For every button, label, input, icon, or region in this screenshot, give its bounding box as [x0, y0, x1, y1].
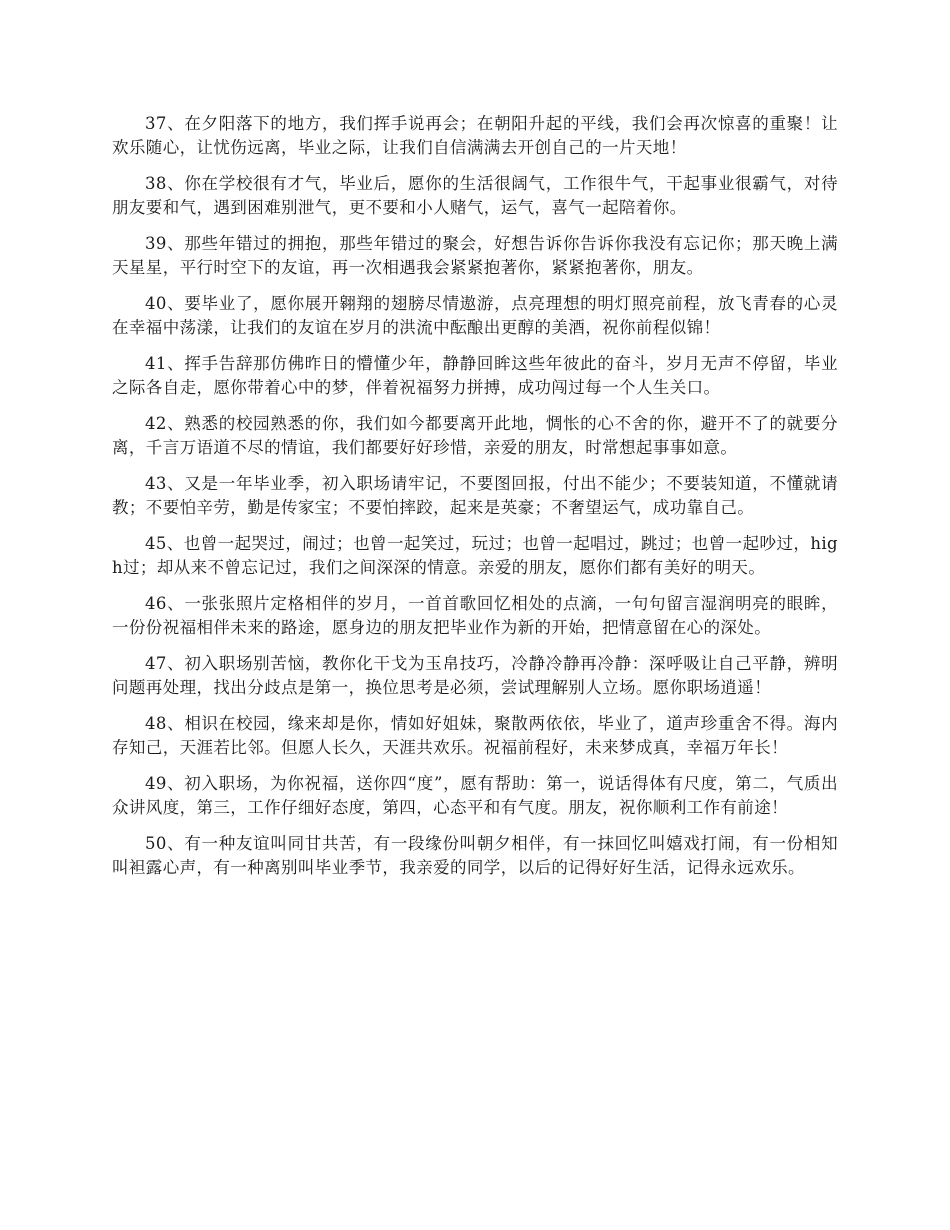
- document-body: [112, 112, 838, 892]
- paragraph-39: 39、那些年错过的拥抱，那些年错过的聚会，好想告诉你告诉你我没有忘记你；那天晚上满天星星，平行时空下的友谊，再一次相遇我会紧紧抱著你，紧紧抱著你，朋友。: [112, 234, 838, 277]
- paragraph-45: 45、也曾一起哭过，闹过；也曾一起笑过，玩过；也曾一起唱过，跳过；也曾一起吵过，high过；却从来不曾忘记过，我们之间深深的情意。亲爱的朋友，愿你们都有美好的明天。: [112, 534, 838, 577]
- paragraph-42: 42、熟悉的校园熟悉的你，我们如今都要离开此地，惆怅的心不舍的你，避开不了的就要分离，千言万语道不尽的情谊，我们都要好好珍惜，亲爱的朋友，时常想起事事如意。: [112, 414, 838, 457]
- paragraph-38: 38、你在学校很有才气，毕业后，愿你的生活很阔气，工作很牛气，干起事业很霸气，对待朋友要和气，遇到困难别泄气，更不要和小人赌气，运气，喜气一起陪着你。: [112, 174, 838, 217]
- paragraph-37: 37、在夕阳落下的地方，我们挥手说再会；在朝阳升起的平线，我们会再次惊喜的重聚！让欢乐随心，让忧伤远离，毕业之际，让我们自信满满去开创自己的一片天地！: [112, 114, 838, 157]
- paragraph-46: 46、一张张照片定格相伴的岁月，一首首歌回忆相处的点滴，一句句留言湿润明亮的眼眸，一份份祝福相伴未来的路途，愿身边的朋友把毕业作为新的开始，把情意留在心的深处。: [112, 594, 838, 637]
- paragraph-43: 43、又是一年毕业季，初入职场请牢记，不要图回报，付出不能少；不要装知道，不懂就请教；不要怕辛劳，勤是传家宝；不要怕摔跤，起来是英豪；不奢望运气，成功靠自己。: [112, 474, 838, 517]
- paragraph-40: 40、要毕业了，愿你展开翱翔的翅膀尽情遨游，点亮理想的明灯照亮前程，放飞青春的心灵在幸福中荡漾，让我们的友谊在岁月的洪流中酝酿出更醇的美酒，祝你前程似锦！: [112, 294, 838, 337]
- paragraph-48: 48、相识在校园，缘来却是你，情如好姐妹，聚散两依依，毕业了，道声珍重舍不得。海内存知己，天涯若比邻。但愿人长久，天涯共欢乐。祝福前程好，未来梦成真，幸福万年长！: [112, 714, 838, 757]
- paragraph-47: 47、初入职场别苦恼，教你化干戈为玉帛技巧，冷静冷静再冷静：深呼吸让自己平静，辨明问题再处理，找出分歧点是第一，换位思考是必须，尝试理解别人立场。愿你职场逍遥！: [112, 654, 838, 697]
- paragraph-50: 50、有一种友谊叫同甘共苦，有一段缘份叫朝夕相伴，有一抹回忆叫嬉戏打闹，有一份相知叫袒露心声，有一种离别叫毕业季节，我亲爱的同学，以后的记得好好生活，记得永远欢乐。: [112, 834, 838, 877]
- paragraph-49: 49、初入职场，为你祝福，送你四“度”，愿有帮助：第一，说话得体有尺度，第二，气质出众讲风度，第三，工作仔细好态度，第四，心态平和有气度。朋友，祝你顺利工作有前途！: [112, 774, 838, 817]
- paragraph-41: 41、挥手告辞那仿佛昨日的懵懂少年，静静回眸这些年彼此的奋斗，岁月无声不停留，毕业之际各自走，愿你带着心中的梦，伴着祝福努力拼搏，成功闯过每一个人生关口。: [112, 354, 838, 397]
